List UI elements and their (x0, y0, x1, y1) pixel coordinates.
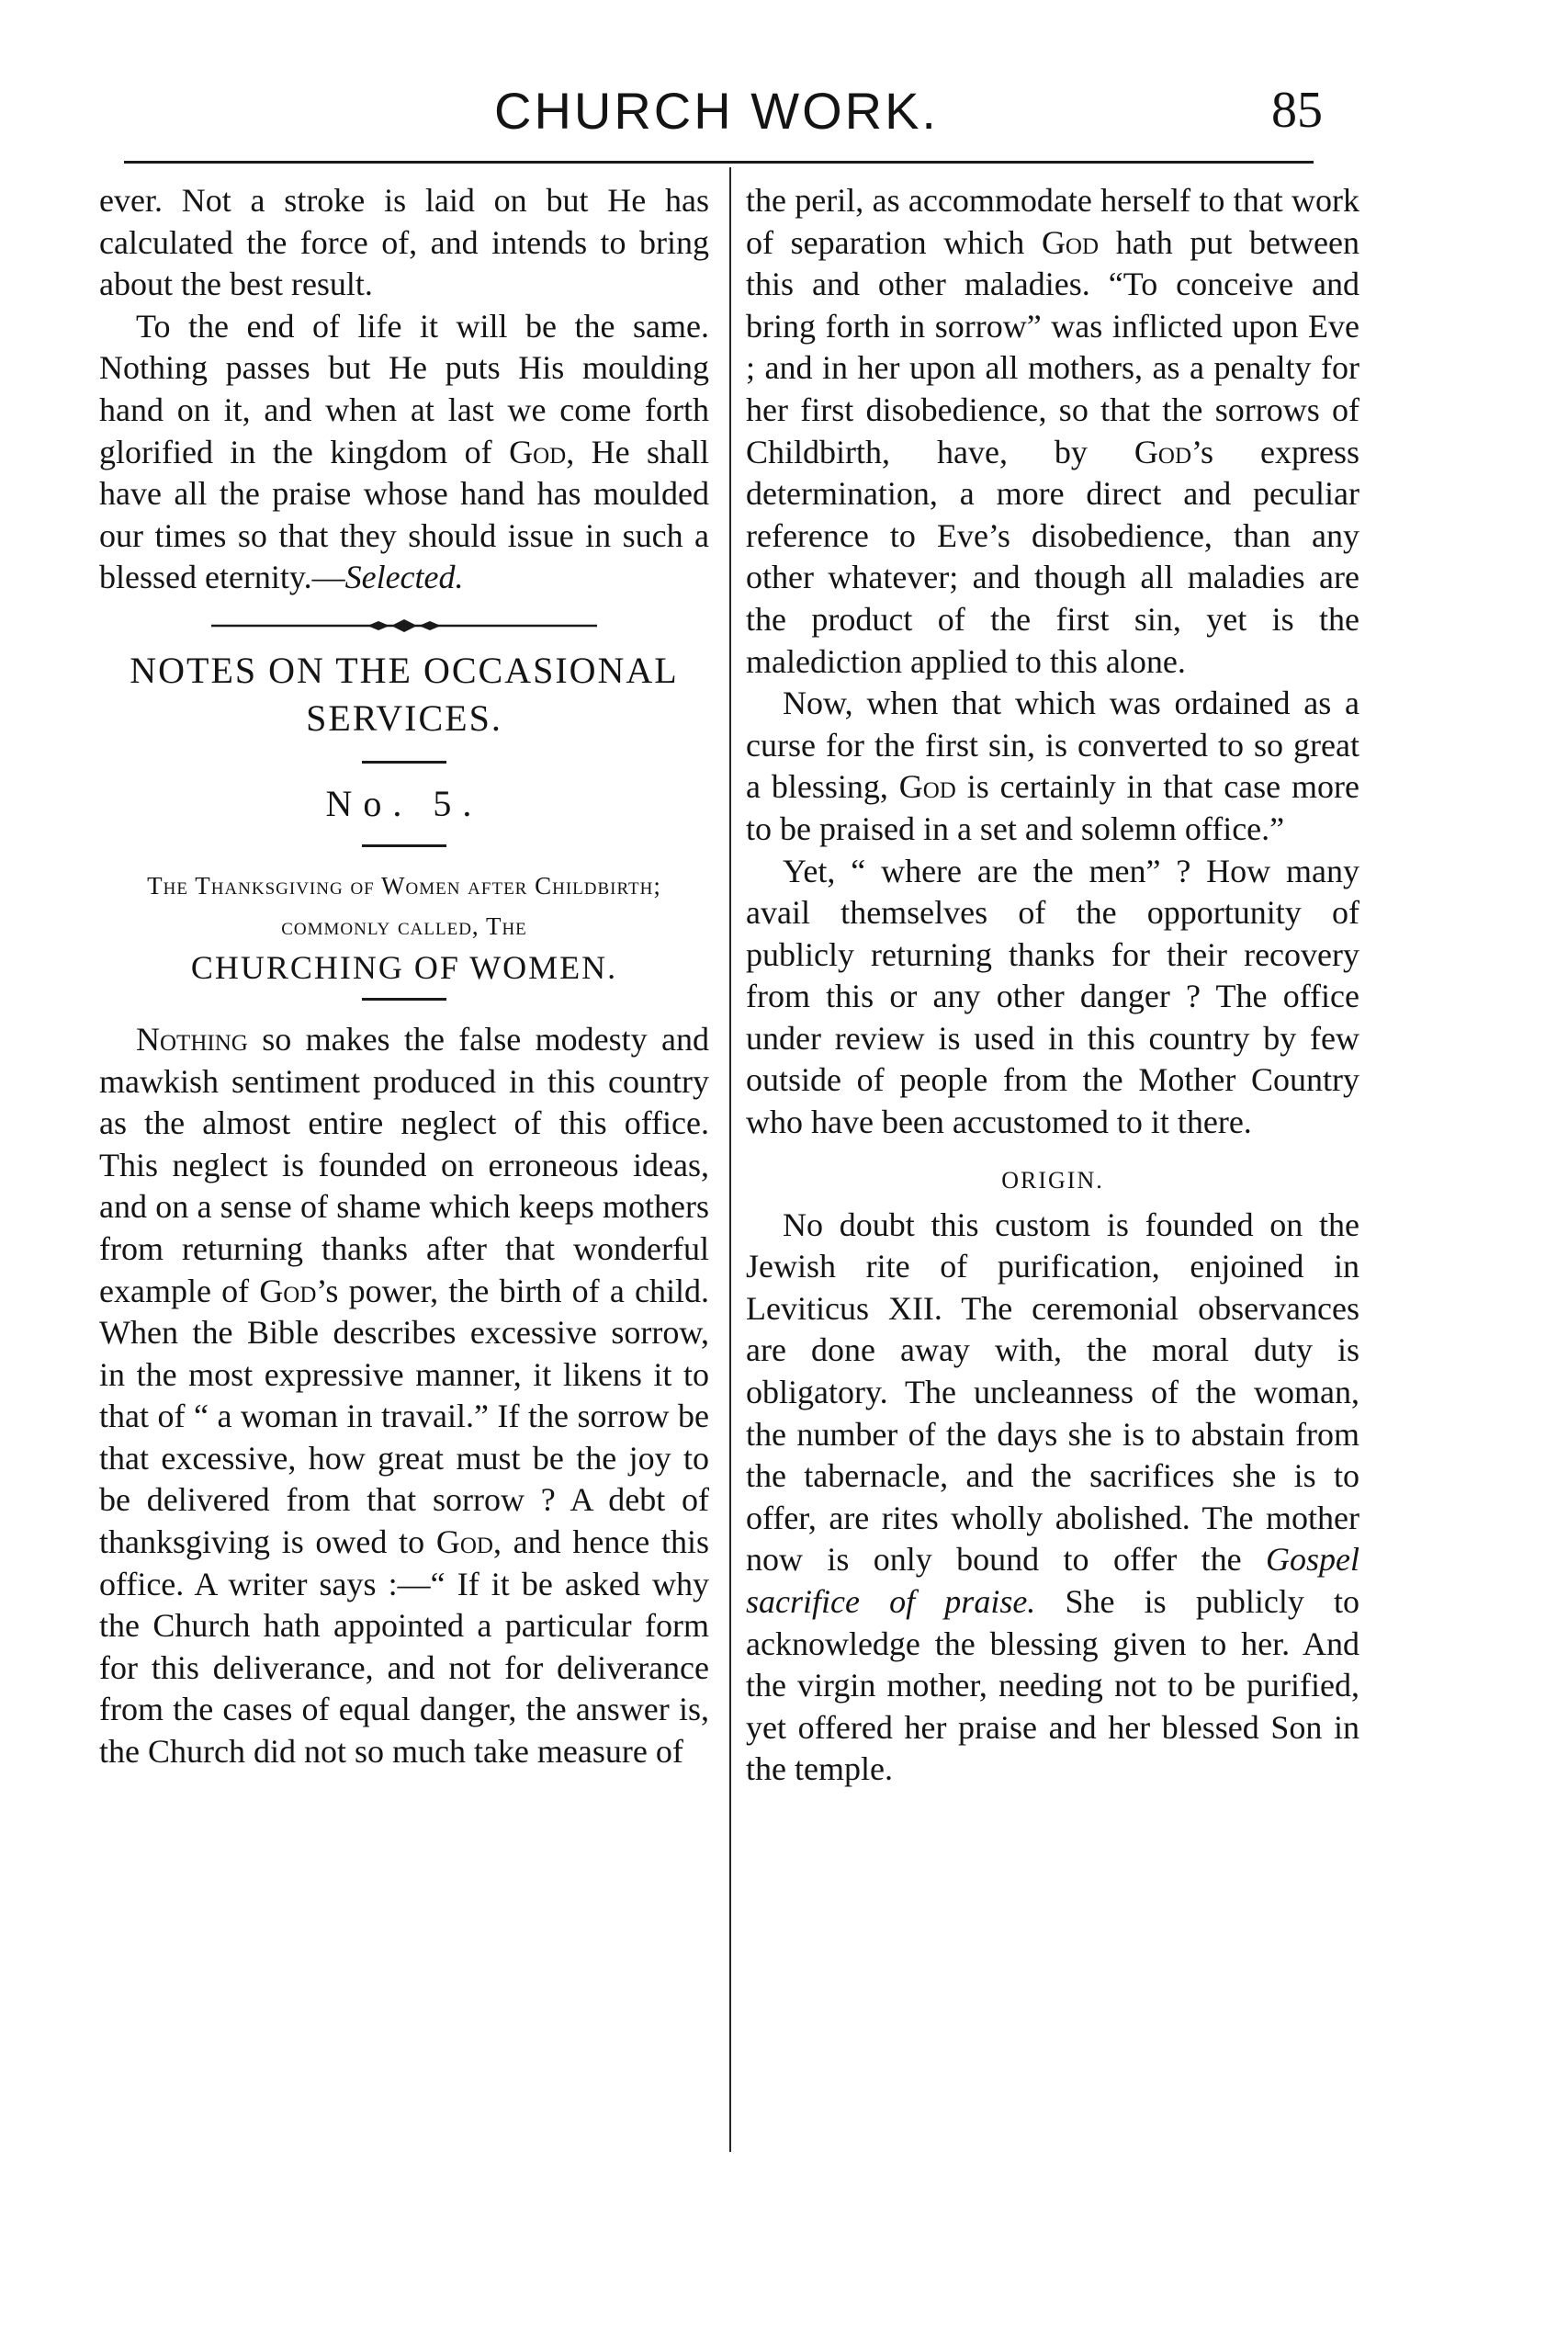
continuation-paragraph: ever. Not a stroke is laid on but He has calculated the force of, and intends to bring about the best result. (99, 182, 709, 303)
lead-word: Nothing (136, 1020, 248, 1058)
article-subheading-main: CHURCHING OF WOMEN. (190, 948, 618, 986)
column-divider (729, 167, 731, 2152)
divine-name: God (435, 1523, 493, 1561)
text-run: hath put between this and other maladies. “To conceive and bring forth in sorrow” was inflicted upon Eve ; and in her upon all mothers, as a penalty for her first disobedience, so that the sorrows of Childbirth, have, by (746, 223, 1359, 470)
divine-name: God (259, 1272, 317, 1309)
text-run: ’s power, the birth of a child. When the Bible describes excessive sorrow, in the most expressive manner, it likens it to that of “ a woman in travail.” If the sorrow be that excessive, how great must be the joy to be delivered from that sorrow ? A debt of thanksgiving is owed to (99, 1272, 709, 1561)
divine-name: God (509, 433, 567, 470)
right-column (746, 180, 1359, 1791)
section-heading-origin: ORIGIN. (1001, 1166, 1104, 1194)
divine-name: God (898, 768, 956, 806)
article-subheading: The Thanksgiving of Women after Childbirth; commonly called, The (147, 871, 661, 940)
closing-paragraph (99, 306, 709, 599)
text-run: so makes the false modesty and mawkish sentiment produced in this country as the almost entire neglect of this office. This neglect is founded on erroneous ideas, and on a sense of shame which keeps mothers from returning thanks after that wonderful example of (99, 1020, 709, 1309)
body-paragraph: Yet, “ where are the men” ? How many avail themselves of the opportunity of publicly returning thanks for their recovery from this or any other danger ? The office under review is used in this country by few outside of people from the Mother Country who have been accustomed to it there. (746, 852, 1359, 1141)
text-run: To the end of life it will be the same. Nothing passes but He puts His moulding hand on it, and when at last we come forth glorified in the kingdom of (99, 307, 709, 470)
text-run: Now, when that which was ordained as a curse for the first sin, is converted to so great a blessing, (746, 685, 1359, 806)
attribution: Selected. (344, 559, 464, 596)
short-rule (362, 998, 446, 1001)
text-run: , and hence this office. A writer says :—“ If it be asked why the Church hath appointed a particular form for this deliverance, and not for deliverance from the cases of equal danger, the answer is, the Church did not so much take measure of (99, 1523, 709, 1771)
text-run: She is publicly to acknowledge the blessing given to her. And the virgin mother, needing not to be purified, yet offered her praise and her blessed Son in the temple. (746, 1583, 1359, 1788)
italic-phrase: Gospel sacrifice of praise. (746, 1541, 1359, 1620)
divine-name: God (1041, 223, 1100, 261)
header-rule (124, 161, 1314, 164)
text-run: is certainly in that case more to be praised in a set and solemn office.” (746, 768, 1359, 847)
body-paragraph (99, 1019, 709, 1773)
text-run: , He shall have all the praise whose hand has moulded our times so that they should issue in such a blessed eternity.— (99, 433, 710, 596)
body-paragraph (746, 1205, 1359, 1791)
text-run: No doubt this custom is founded on the Jewish rite of purification, enjoined in Leviticus XII. The ceremonial observances are done away with, the moral duty is obligatory. The uncleanness of the woman, the number of the days she is to abstain from the tabernacle, and the sacrifices she is to offer, are rites wholly abolished. The mother now is only bound to offer the (746, 1206, 1359, 1579)
page-number: 85 (1271, 82, 1323, 139)
article-heading: NOTES ON THE OCCASIONAL SERVICES. (130, 649, 679, 739)
short-rule (362, 761, 446, 764)
body-paragraph (746, 683, 1359, 850)
publication-title: CHURCH WORK. (494, 82, 939, 140)
text-run: ’s express determination, a more direct and peculiar reference to Eve’s disobedience, than any other whatever; and though all maladies are the product of the first sin, yet is the malediction applied to this alone. (746, 433, 1359, 680)
short-rule (362, 844, 446, 847)
article-number: No. 5. (325, 782, 483, 824)
body-paragraph (746, 180, 1359, 683)
left-column (99, 180, 709, 1773)
running-head (110, 81, 1323, 164)
divine-name: God (1134, 433, 1192, 470)
section-ornament-icon (211, 617, 597, 634)
text-run: the peril, as accommodate herself to that work of separation which (746, 182, 1359, 261)
